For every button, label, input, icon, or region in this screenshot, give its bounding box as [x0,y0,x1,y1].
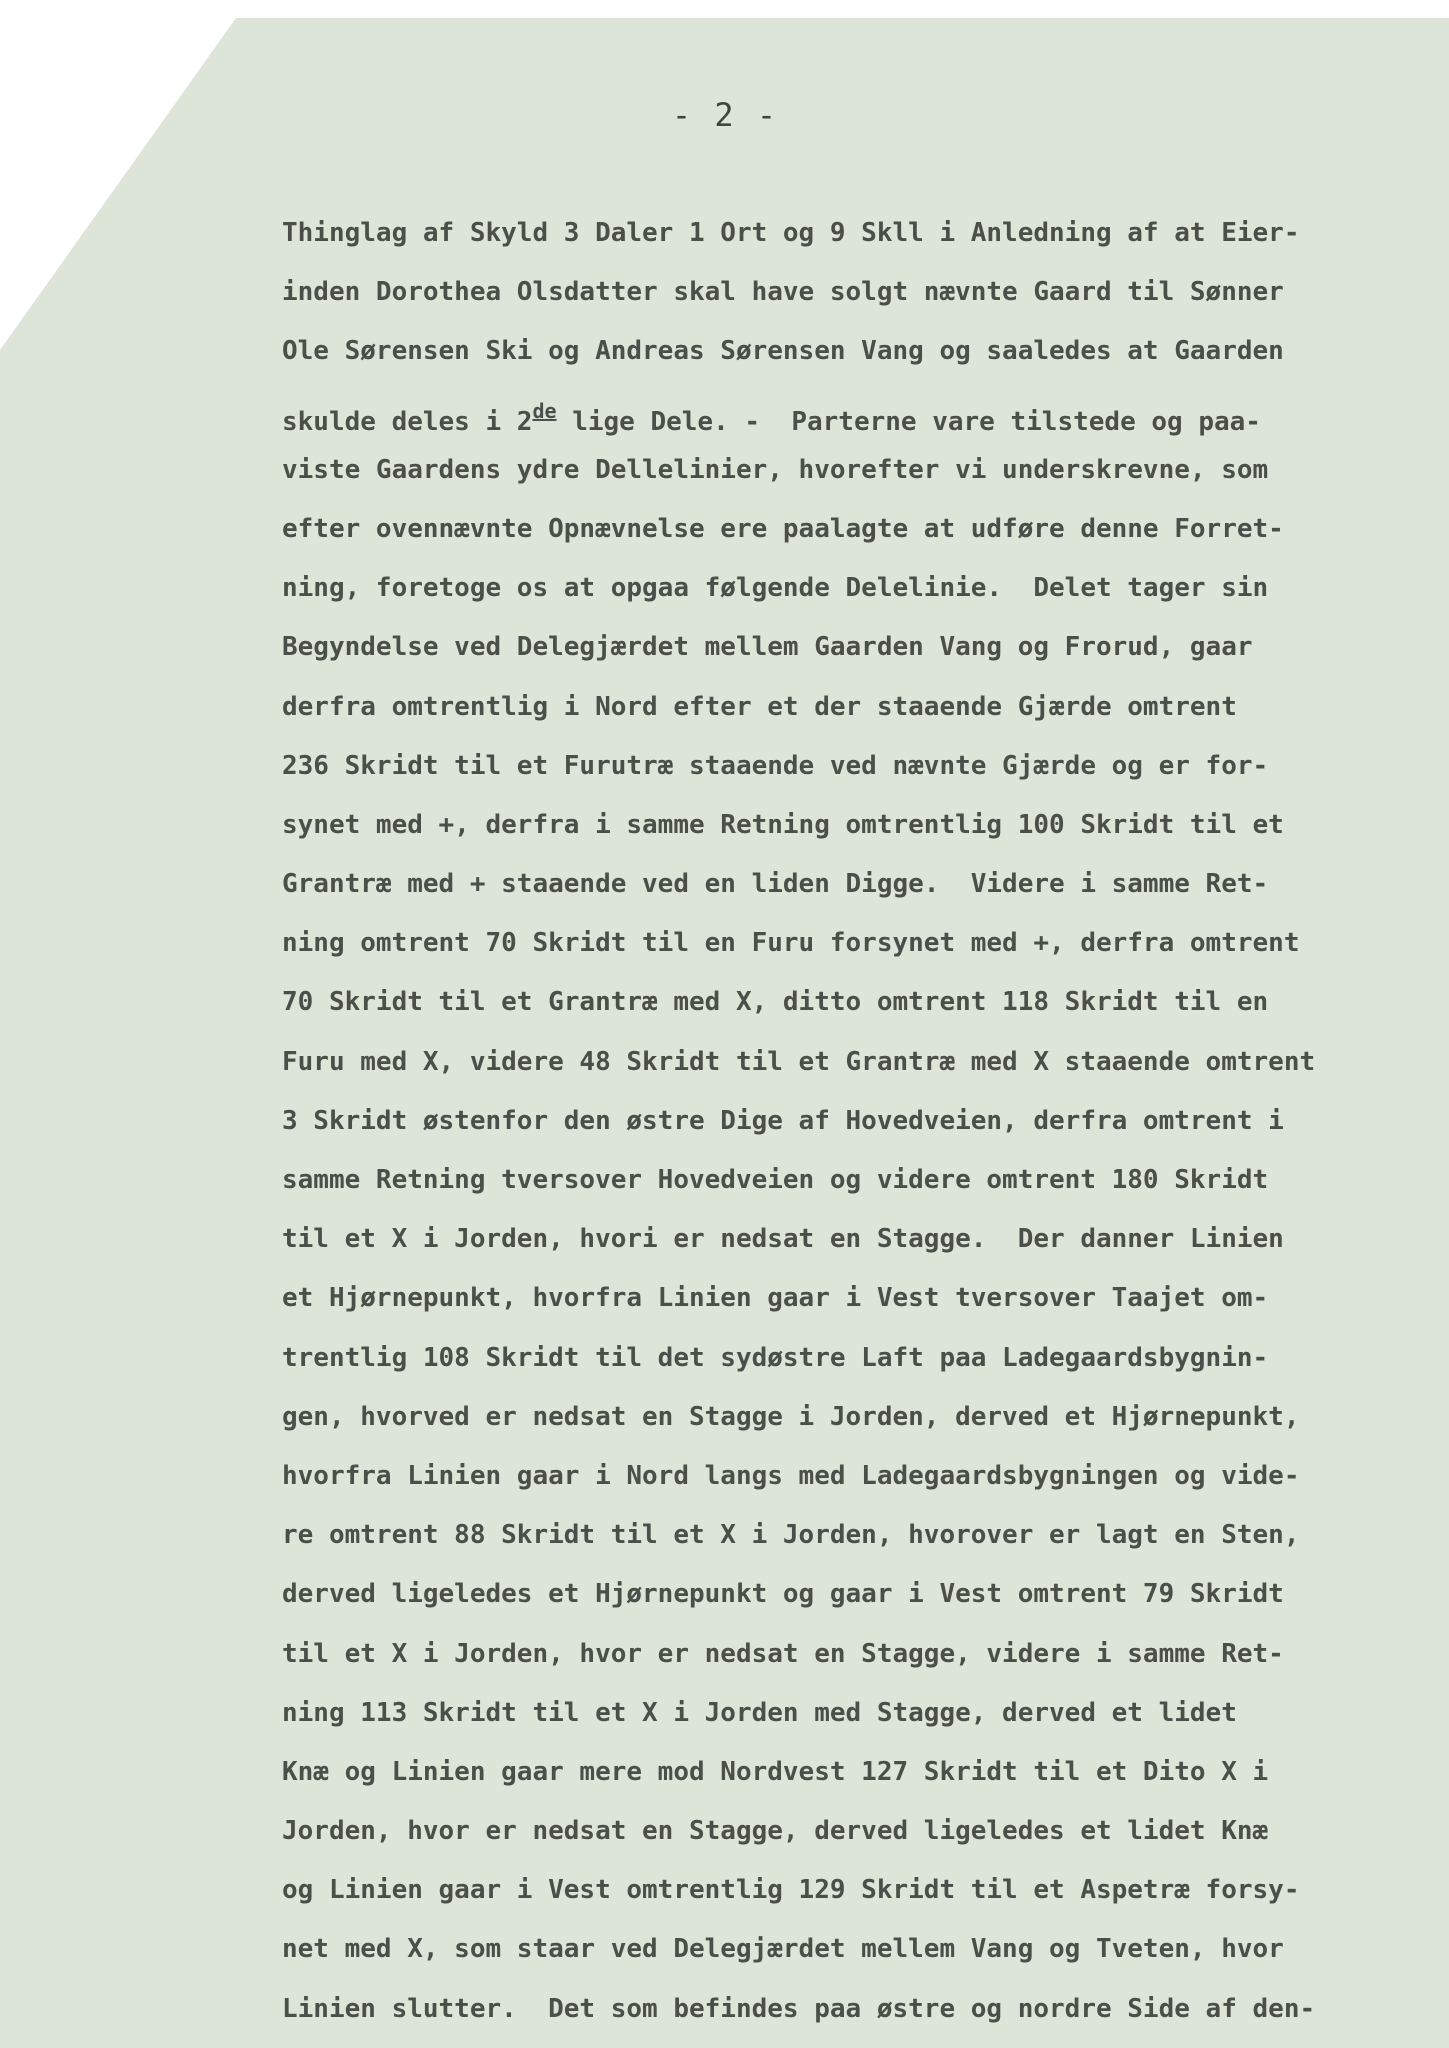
text-line-start: skulde deles i 2 [282,406,533,437]
page-number: - 2 - [671,96,779,134]
text-line: til et X i Jorden, hvori er nedsat en Stagge. Der danner Linien [282,1224,1284,1255]
text-line: efter ovennævnte Opnævnelse ere paalagte at udføre denne Forret- [282,513,1284,544]
text-line: Grantræ med + staaende ved en liden Digge. Videre i samme Ret- [282,869,1269,900]
text-line: samme Retning tversover Hovedveien og videre omtrent 180 Skridt [282,1165,1269,1195]
text-line [282,382,1412,441]
text-line: inden Dorothea Olsdatter skal have solgt nævnte Gaard til Sønner [282,277,1284,308]
text-line: 236 Skridt til et Furutræ staaende ved nævnte Gjærde og er for- [282,750,1269,781]
text-line: re omtrent 88 Skridt til et X i Jorden, hvorover er lagt en Sten, [282,1520,1300,1551]
text-line: til et X i Jorden, hvor er nedsat en Stagge, videre i samme Ret- [282,1638,1284,1669]
text-line: hvorfra Linien gaar i Nord langs med Ladegaardsbygningen og vide- [282,1460,1300,1491]
ordinal-superscript: de [532,398,557,423]
text-line: et Hjørnepunkt, hvorfra Linien gaar i Vest tversover Taajet om- [282,1283,1269,1314]
text-line: 70 Skridt til et Grantræ med X, ditto omtrent 118 Skridt til en [282,987,1269,1018]
text-line: Jorden, hvor er nedsat en Stagge, derved ligeledes et lidet Knæ [282,1816,1269,1847]
text-line: Linien slutter. Det som befindes paa østre og nordre Side af den- [282,1993,1316,2024]
text-line-end: lige Dele. - Parterne vare tilstede og paa- [556,406,1261,437]
text-line: derfra omtrentlig i Nord efter et der staaende Gjærde omtrent [282,691,1237,722]
text-line: net med X, som staar ved Delegjærdet mellem Vang og Tveten, hvor [282,1934,1284,1965]
text-line: Begyndelse ved Delegjærdet mellem Gaarden Vang og Frorud, gaar [282,632,1253,663]
body-text [282,204,1412,2039]
text-line: ning omtrent 70 Skridt til en Furu forsynet med +, derfra omtrent [282,928,1300,959]
text-line: Ole Sørensen Ski og Andreas Sørensen Vang og saaledes at Gaarden [282,336,1284,367]
text-line: Knæ og Linien gaar mere mod Nordvest 127 Skridt til et Dito X i [282,1756,1269,1787]
text-line: trentlig 108 Skridt til det sydøstre Laft paa Ladegaardsbygnin- [282,1342,1269,1373]
text-line: Furu med X, videre 48 Skridt til et Grantræ med X staaende omtrent [282,1046,1316,1077]
text-line: 3 Skridt østenfor den østre Dige af Hovedveien, derfra omtrent i [282,1105,1284,1136]
text-line: Thinglag af Skyld 3 Daler 1 Ort og 9 Skll i Anledning af at Eier- [282,218,1300,248]
text-line: ning 113 Skridt til et X i Jorden med Stagge, derved et lidet [282,1697,1237,1728]
text-line: og Linien gaar i Vest omtrentlig 129 Skridt til et Aspetræ forsy- [282,1875,1300,1906]
text-line: viste Gaardens ydre Dellelinier, hvorefter vi underskrevne, som [282,454,1269,485]
text-line: gen, hvorved er nedsat en Stagge i Jorden, derved et Hjørnepunkt, [282,1401,1300,1432]
text-line: synet med +, derfra i samme Retning omtrentlig 100 Skridt til et [282,809,1284,840]
text-line: ning, foretoge os at opgaa følgende Delelinie. Delet tager sin [282,573,1269,604]
text-line: derved ligeledes et Hjørnepunkt og gaar i Vest omtrent 79 Skridt [282,1579,1284,1610]
